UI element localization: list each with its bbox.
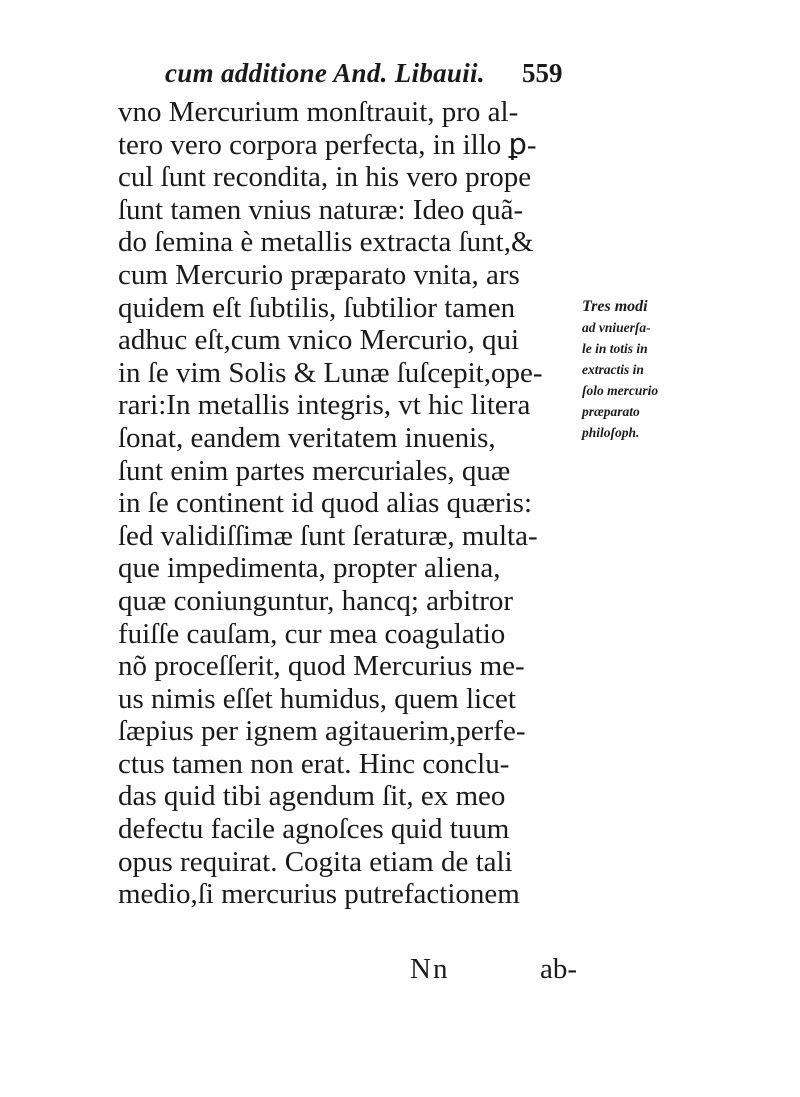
text-line: ſunt tamen vnius naturæ: Ideo quã- (118, 193, 524, 226)
text-line: us nimis eſſet humidus, quem licet (118, 682, 516, 715)
margin-note-line: præparato (582, 404, 640, 419)
text-line: quæ coniunguntur, hancq; arbitror (118, 584, 514, 617)
text-line: ſunt enim partes mercuriales, quæ (118, 454, 511, 487)
text-line: adhuc eſt,cum vnico Mercurio, qui (118, 324, 520, 357)
page-number: 559 (522, 58, 563, 88)
text-line: que impedimenta, propter aliena, (118, 552, 501, 585)
text-line: vno Mercurium monſtrauit, pro al- (118, 96, 519, 128)
text-line: ctus tamen non erat. Hinc conclu- (118, 747, 510, 780)
text-line: opus requirat. Cogita etiam de tali (118, 845, 513, 878)
text-line: quidem eſt ſubtilis, ſubtilior tamen (118, 291, 516, 324)
text-line: ſed validiſſimæ ſunt ſeraturæ, multa- (118, 519, 538, 552)
text-line: medio,ſi mercurius putrefactionem (118, 878, 520, 911)
text-line: das quid tibi agendum ſit, ex meo (118, 780, 506, 813)
text-line: defectu facile agnoſces quid tuum (118, 813, 510, 846)
text-line: do ſemina è metallis extracta ſunt,& (118, 226, 534, 259)
margin-note-line: philoſoph. (582, 425, 640, 440)
text-line: tero vero corpora perfecta, in illo ꝑ- (118, 128, 537, 161)
signature-mark: Nn (410, 953, 450, 985)
text-line: fuiſſe cauſam, cur mea coagulatio (118, 617, 506, 650)
running-title: cum additione And. Libauii. (165, 58, 485, 88)
margin-note-line: ad vniuerſa- (582, 320, 651, 335)
margin-note-line: ſolo mercurio (582, 383, 659, 398)
text-line: ſonat, eandem veritatem inuenis, (118, 421, 496, 454)
text-line: ſæpius per ignem agitauerim,perfe- (118, 715, 526, 748)
text-line: rari:In metallis integris, vt hic litera (118, 389, 531, 422)
body-text (118, 96, 598, 911)
margin-note (582, 296, 692, 443)
text-line: cum Mercurio præparato vnita, ars (118, 258, 520, 291)
text-line: cul ſunt recondita, in his vero prope (118, 161, 532, 194)
text-line: in ſe continent id quod alias quæris: (118, 487, 533, 520)
catchword: ab- (540, 953, 578, 985)
margin-note-line: le in totis in (582, 341, 648, 356)
margin-note-line: Tres modi (582, 298, 648, 315)
text-line: nõ proceſſerit, quod Mercurius me- (118, 650, 525, 683)
text-line: in ſe vim Solis & Lunæ ſuſcepit,ope- (118, 356, 543, 389)
margin-note-line: extractis in (582, 362, 644, 377)
